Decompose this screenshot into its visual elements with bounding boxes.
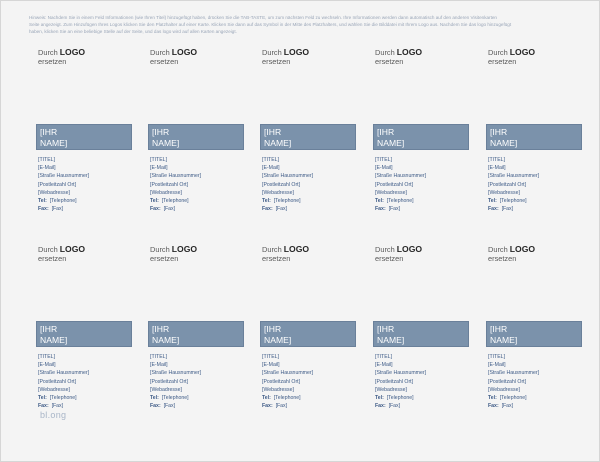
city-field[interactable]: [Postleitzahl Ort] <box>375 378 414 385</box>
telephone-field[interactable]: [Telephone] <box>161 198 189 205</box>
name-line: [IHR <box>264 127 282 137</box>
city-field[interactable]: [Postleitzahl Ort] <box>375 181 414 188</box>
name-line: NAME] <box>40 334 68 345</box>
website-field[interactable]: [Webadresse] <box>150 189 182 196</box>
fax-label: Fax: <box>488 206 499 213</box>
name-field[interactable] <box>486 124 582 150</box>
logo-prefix: Durch <box>38 245 58 254</box>
fax-label: Fax: <box>262 206 273 213</box>
contact-details <box>375 353 426 410</box>
logo-suffix: ersetzen <box>488 57 517 66</box>
logo-prefix: Durch <box>38 48 58 57</box>
fax-row <box>150 205 201 213</box>
name-line: NAME] <box>152 137 180 148</box>
street-field[interactable]: [Straße Hausnummer] <box>375 173 427 180</box>
email-field[interactable]: [E-Mail] <box>38 362 56 369</box>
website-field[interactable]: [Webadresse] <box>488 386 520 393</box>
fax-row <box>150 402 201 410</box>
tel-label: Tel: <box>262 198 271 205</box>
city-field[interactable]: [Postleitzahl Ort] <box>262 181 301 188</box>
fax-field[interactable]: [Fax] <box>501 403 514 410</box>
title-field[interactable]: [TITEL] <box>488 354 506 360</box>
telephone-row <box>262 197 313 205</box>
telephone-field[interactable]: [Telephone] <box>49 198 77 205</box>
city-field[interactable]: [Postleitzahl Ort] <box>262 378 301 385</box>
logo-prefix: Durch <box>375 245 395 254</box>
city-field[interactable]: [Postleitzahl Ort] <box>150 181 189 188</box>
title-field[interactable]: [TITEL] <box>150 354 168 360</box>
tel-label: Tel: <box>262 395 271 402</box>
fax-label: Fax: <box>38 403 49 410</box>
title-field[interactable]: [TITEL] <box>262 354 280 360</box>
street-field[interactable]: [Straße Hausnummer] <box>38 173 90 180</box>
fax-row <box>488 205 539 213</box>
logo-placeholder[interactable] <box>375 48 422 66</box>
website-field[interactable]: [Webadresse] <box>375 189 407 196</box>
fax-row <box>488 402 539 410</box>
fax-label: Fax: <box>150 403 161 410</box>
city-field[interactable]: [Postleitzahl Ort] <box>488 181 527 188</box>
telephone-row <box>38 394 89 402</box>
instructions-line: haben, klicken Sie an eine beliebige Stelle auf der Seite, und das logo wird auf allen Karten angezeigt. <box>29 29 237 34</box>
street-field[interactable]: [Straße Hausnummer] <box>150 370 202 377</box>
logo-placeholder[interactable] <box>262 48 309 66</box>
title-field[interactable]: [TITEL] <box>150 157 168 163</box>
fax-field[interactable]: [Fax] <box>388 206 401 213</box>
telephone-field[interactable]: [Telephone] <box>386 395 414 402</box>
logo-placeholder[interactable] <box>38 48 85 66</box>
telephone-field[interactable]: [Telephone] <box>499 198 527 205</box>
street-field[interactable]: [Straße Hausnummer] <box>262 173 314 180</box>
website-field[interactable]: [Webadresse] <box>262 189 294 196</box>
telephone-row <box>262 394 313 402</box>
tel-label: Tel: <box>38 198 47 205</box>
telephone-field[interactable]: [Telephone] <box>499 395 527 402</box>
email-field[interactable]: [E-Mail] <box>488 362 506 369</box>
name-line: NAME] <box>377 137 405 148</box>
telephone-field[interactable]: [Telephone] <box>273 198 301 205</box>
contact-details <box>488 156 539 213</box>
telephone-field[interactable]: [Telephone] <box>273 395 301 402</box>
contact-details <box>150 156 201 213</box>
fax-label: Fax: <box>375 403 386 410</box>
title-field[interactable]: [TITEL] <box>38 354 56 360</box>
city-field[interactable]: [Postleitzahl Ort] <box>38 378 77 385</box>
name-field[interactable] <box>36 321 132 347</box>
name-field[interactable] <box>373 321 469 347</box>
fax-field[interactable]: [Fax] <box>501 206 514 213</box>
name-line: [IHR <box>490 324 508 334</box>
title-field[interactable]: [TITEL] <box>38 157 56 163</box>
name-field[interactable] <box>148 124 244 150</box>
title-field[interactable]: [TITEL] <box>375 157 393 163</box>
telephone-field[interactable]: [Telephone] <box>49 395 77 402</box>
logo-suffix: ersetzen <box>38 57 67 66</box>
logo-placeholder[interactable] <box>488 48 535 66</box>
logo-placeholder[interactable] <box>150 48 197 66</box>
contact-details <box>38 353 89 410</box>
logo-suffix: ersetzen <box>488 254 517 263</box>
fax-label: Fax: <box>150 206 161 213</box>
logo-suffix: ersetzen <box>375 57 404 66</box>
name-line: NAME] <box>264 334 292 345</box>
fax-field[interactable]: [Fax] <box>163 206 176 213</box>
logo-placeholder[interactable] <box>150 245 197 263</box>
footer-watermark: bl.ong <box>40 410 67 420</box>
fax-row <box>262 205 313 213</box>
street-field[interactable]: [Straße Hausnummer] <box>150 173 202 180</box>
contact-details <box>488 353 539 410</box>
name-line: NAME] <box>490 137 518 148</box>
logo-word: LOGO <box>283 47 310 57</box>
telephone-row <box>375 394 426 402</box>
street-field[interactable]: [Straße Hausnummer] <box>262 370 314 377</box>
telephone-field[interactable]: [Telephone] <box>161 395 189 402</box>
fax-label: Fax: <box>375 206 386 213</box>
name-field[interactable] <box>260 124 356 150</box>
title-field[interactable]: [TITEL] <box>488 157 506 163</box>
telephone-row <box>150 197 201 205</box>
logo-prefix: Durch <box>262 48 282 57</box>
name-line: [IHR <box>490 127 508 137</box>
logo-word: LOGO <box>509 244 536 254</box>
name-line: NAME] <box>152 334 180 345</box>
name-line: NAME] <box>40 137 68 148</box>
tel-label: Tel: <box>38 395 47 402</box>
street-field[interactable]: [Straße Hausnummer] <box>488 173 540 180</box>
logo-suffix: ersetzen <box>150 57 179 66</box>
logo-word: LOGO <box>509 47 536 57</box>
fax-field[interactable]: [Fax] <box>163 403 176 410</box>
fax-field[interactable]: [Fax] <box>51 206 64 213</box>
telephone-row <box>375 197 426 205</box>
tel-label: Tel: <box>150 198 159 205</box>
street-field[interactable]: [Straße Hausnummer] <box>488 370 540 377</box>
name-line: NAME] <box>264 137 292 148</box>
name-line: [IHR <box>152 127 170 137</box>
logo-word: LOGO <box>396 47 423 57</box>
contact-details <box>375 156 426 213</box>
fax-row <box>262 402 313 410</box>
email-field[interactable]: [E-Mail] <box>38 165 56 172</box>
name-field[interactable] <box>486 321 582 347</box>
fax-field[interactable]: [Fax] <box>51 403 64 410</box>
name-line: NAME] <box>377 334 405 345</box>
email-field[interactable]: [E-Mail] <box>262 362 280 369</box>
logo-word: LOGO <box>396 244 423 254</box>
name-line: [IHR <box>377 324 395 334</box>
logo-prefix: Durch <box>488 245 508 254</box>
logo-placeholder[interactable] <box>488 245 535 263</box>
city-field[interactable]: [Postleitzahl Ort] <box>150 378 189 385</box>
logo-placeholder[interactable] <box>262 245 309 263</box>
logo-word: LOGO <box>59 47 86 57</box>
contact-details <box>38 156 89 213</box>
city-field[interactable]: [Postleitzahl Ort] <box>38 181 77 188</box>
tel-label: Tel: <box>488 395 497 402</box>
logo-prefix: Durch <box>150 48 170 57</box>
website-field[interactable]: [Webadresse] <box>375 386 407 393</box>
tel-label: Tel: <box>150 395 159 402</box>
name-field[interactable] <box>373 124 469 150</box>
fax-row <box>375 205 426 213</box>
name-field[interactable] <box>36 124 132 150</box>
email-field[interactable]: [E-Mail] <box>262 165 280 172</box>
email-field[interactable]: [E-Mail] <box>150 362 168 369</box>
website-field[interactable]: [Webadresse] <box>38 189 70 196</box>
logo-prefix: Durch <box>150 245 170 254</box>
logo-word: LOGO <box>283 244 310 254</box>
name-field[interactable] <box>260 321 356 347</box>
fax-label: Fax: <box>262 403 273 410</box>
email-field[interactable]: [E-Mail] <box>488 165 506 172</box>
logo-word: LOGO <box>171 47 198 57</box>
name-line: [IHR <box>40 324 58 334</box>
telephone-field[interactable]: [Telephone] <box>386 198 414 205</box>
logo-suffix: ersetzen <box>38 254 67 263</box>
tel-label: Tel: <box>375 395 384 402</box>
website-field[interactable]: [Webadresse] <box>488 189 520 196</box>
fax-field[interactable]: [Fax] <box>275 206 288 213</box>
name-field[interactable] <box>148 321 244 347</box>
street-field[interactable]: [Straße Hausnummer] <box>38 370 90 377</box>
telephone-row <box>38 197 89 205</box>
logo-prefix: Durch <box>262 245 282 254</box>
contact-details <box>150 353 201 410</box>
telephone-row <box>488 394 539 402</box>
contact-details <box>262 353 313 410</box>
fax-field[interactable]: [Fax] <box>275 403 288 410</box>
telephone-row <box>150 394 201 402</box>
logo-placeholder[interactable] <box>38 245 85 263</box>
contact-details <box>262 156 313 213</box>
fax-label: Fax: <box>38 206 49 213</box>
name-line: [IHR <box>377 127 395 137</box>
email-field[interactable]: [E-Mail] <box>375 165 393 172</box>
tel-label: Tel: <box>375 198 384 205</box>
name-line: [IHR <box>152 324 170 334</box>
fax-field[interactable]: [Fax] <box>388 403 401 410</box>
fax-label: Fax: <box>488 403 499 410</box>
title-field[interactable]: [TITEL] <box>375 354 393 360</box>
instructions-line: Seite angezeigt. Zum Hinzufügen Ihres Logos klicken Sie den Platzhalter auf einer Karte. Klicken Sie dann auf das Symbol in der Mitte des Platzhalters, und wählen Sie die Bilddatei mit Ihrem Logo aus. Nachdem Sie das logo hinzugefügt <box>29 22 512 27</box>
fax-row <box>375 402 426 410</box>
city-field[interactable]: [Postleitzahl Ort] <box>488 378 527 385</box>
name-line: [IHR <box>264 324 282 334</box>
telephone-row <box>488 197 539 205</box>
name-line: NAME] <box>490 334 518 345</box>
fax-row <box>38 205 89 213</box>
logo-suffix: ersetzen <box>262 57 291 66</box>
logo-word: LOGO <box>171 244 198 254</box>
logo-suffix: ersetzen <box>150 254 179 263</box>
email-field[interactable]: [E-Mail] <box>150 165 168 172</box>
logo-placeholder[interactable] <box>375 245 422 263</box>
street-field[interactable]: [Straße Hausnummer] <box>375 370 427 377</box>
website-field[interactable]: [Webadresse] <box>150 386 182 393</box>
instructions-line: Hinweis: Nachdem Sie in einem Feld Informationen (wie Ihren Titel) hinzugefügt haben, drücken Sie die TAB-TASTE, um zum nächsten Feld zu wechseln. Ihre Informationen werden dann automatisch auf den anderen Visitenkarten <box>29 15 497 20</box>
logo-prefix: Durch <box>488 48 508 57</box>
title-field[interactable]: [TITEL] <box>262 157 280 163</box>
email-field[interactable]: [E-Mail] <box>375 362 393 369</box>
logo-suffix: ersetzen <box>375 254 404 263</box>
tel-label: Tel: <box>488 198 497 205</box>
logo-prefix: Durch <box>375 48 395 57</box>
website-field[interactable]: [Webadresse] <box>262 386 294 393</box>
logo-word: LOGO <box>59 244 86 254</box>
website-field[interactable]: [Webadresse] <box>38 386 70 393</box>
logo-suffix: ersetzen <box>262 254 291 263</box>
name-line: [IHR <box>40 127 58 137</box>
